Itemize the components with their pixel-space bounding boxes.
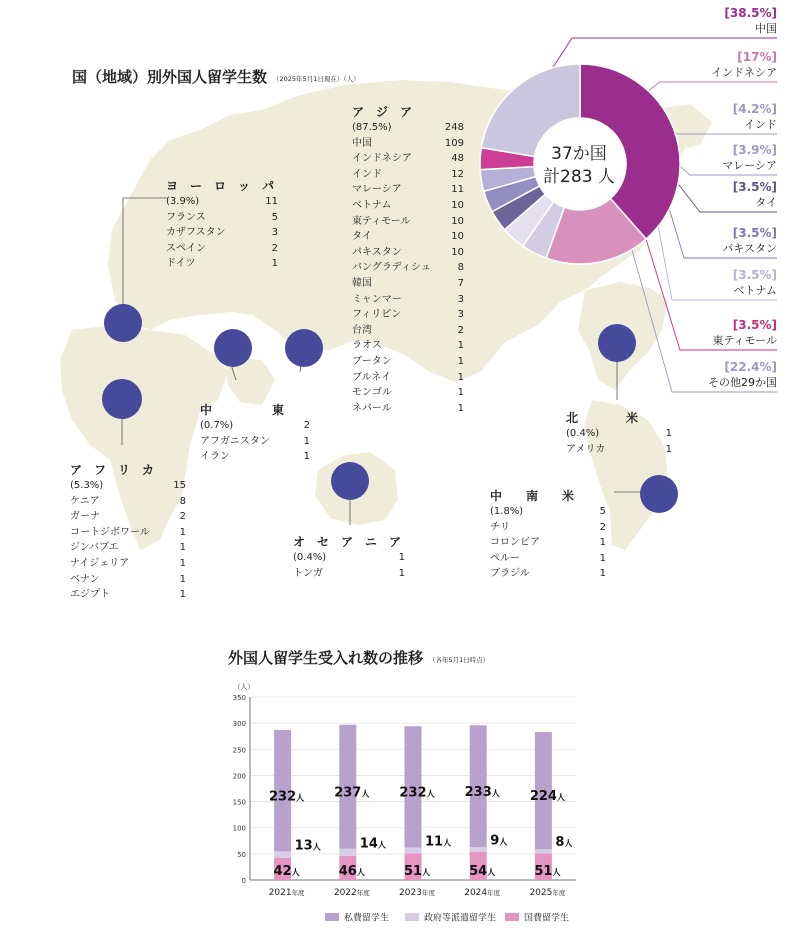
country-row: ケニア 8 — [70, 495, 186, 507]
country-row: インド 12 — [352, 168, 464, 180]
y-tick-label: 50 — [237, 850, 246, 859]
x-tick-label: 2021年度 — [268, 888, 305, 898]
callout-pct: [3.5%] — [732, 180, 777, 194]
region-europe — [166, 178, 278, 272]
country-row: モンゴル 1 — [352, 387, 464, 399]
region-name: ヨ ー ロ ッ パ — [166, 179, 275, 193]
region-total-row: (0.4%) 1 — [566, 428, 672, 439]
callout-country: ベトナム — [733, 284, 777, 297]
legend-swatch — [325, 913, 339, 921]
country-row: コートジボワール 1 — [70, 526, 186, 538]
region-oceania — [293, 534, 405, 581]
bar-data-label: 9人 — [490, 833, 508, 849]
legend-swatch — [405, 913, 419, 921]
country-row: マレーシア 11 — [352, 184, 464, 196]
country-row: 台湾 2 — [352, 324, 464, 336]
bar-segment — [274, 851, 291, 858]
y-tick-label: 200 — [232, 772, 246, 781]
region-total-row: (87.5%) 248 — [352, 122, 464, 133]
bar-data-label: 51人 — [403, 864, 431, 879]
country-row: アメリカ 1 — [566, 443, 672, 455]
map-note: （2025年5月1日現在）（人） — [273, 74, 360, 83]
country-row: スペイン 2 — [166, 242, 278, 254]
bar-data-label: 46人 — [338, 864, 365, 879]
callout-country: パキスタン — [722, 242, 777, 255]
callout-pct: [3.9%] — [732, 143, 777, 157]
region-north-america — [566, 410, 672, 457]
country-row: ペルー 1 — [490, 552, 606, 564]
callout-malaysia — [722, 143, 777, 173]
bar-data-label: 13人 — [294, 838, 321, 854]
total-count: 計283 人 — [543, 167, 615, 187]
callout-others — [708, 360, 777, 390]
bar-data-label: 232人 — [269, 789, 305, 805]
bar-segment — [339, 849, 356, 856]
bar-data-label: 54人 — [469, 864, 496, 879]
bar-data-label: 8人 — [555, 835, 573, 851]
bar-data-label: 42人 — [273, 864, 300, 879]
region-total-row: (3.9%) 11 — [166, 196, 278, 207]
region-name: ア フ リ カ — [70, 463, 155, 477]
country-row: インドネシア 48 — [352, 153, 464, 165]
country-row: トンガ 1 — [293, 567, 405, 579]
country-row: チリ 2 — [490, 521, 606, 533]
callout-indonesia — [711, 50, 777, 80]
callout-country: タイ — [755, 196, 777, 209]
y-axis-label: （人） — [233, 683, 255, 691]
donut-center-label — [524, 143, 634, 189]
region-total-row: (1.8%) 5 — [490, 506, 606, 517]
y-tick-label: 0 — [241, 877, 246, 885]
bar-data-label: 232人 — [399, 785, 435, 801]
callout-country: インド — [744, 118, 777, 131]
middle-east-dot — [214, 329, 252, 367]
country-row: 中国 109 — [352, 137, 464, 149]
callout-vietnam — [733, 268, 777, 298]
callout-country: 中国 — [755, 22, 777, 35]
region-name: 中 東 — [200, 403, 285, 417]
callout-pct: [4.2%] — [732, 102, 777, 116]
callout-india — [733, 102, 777, 132]
country-row: ブルネイ 1 — [352, 371, 464, 383]
bar-chart-note: （各年5月1日時点） — [429, 655, 490, 664]
country-row: カザフスタン 3 — [166, 227, 278, 239]
region-asia — [352, 104, 464, 416]
region-name: オ セ ア ニ ア — [293, 535, 402, 549]
country-row: ブータン 1 — [352, 355, 464, 367]
callout-pct: [3.5%] — [732, 318, 777, 332]
country-row: ラオス 1 — [352, 340, 464, 352]
x-tick-label: 2024年度 — [464, 888, 501, 898]
y-tick-label: 300 — [232, 720, 246, 729]
country-row: 韓国 7 — [352, 277, 464, 289]
callout-pct: [38.5%] — [724, 6, 777, 20]
legend-label: 政府等派遣留学生 — [424, 913, 497, 924]
country-row: パキスタン 10 — [352, 246, 464, 258]
callout-country: その他29か国 — [708, 376, 777, 389]
x-tick-label: 2025年度 — [529, 888, 566, 898]
country-row: フランス 5 — [166, 211, 278, 223]
x-tick-label: 2022年度 — [333, 888, 370, 898]
region-name: 中 南 米 — [490, 489, 575, 503]
country-row: アフガニスタン 1 — [200, 435, 310, 447]
callout-pct: [3.5%] — [732, 226, 777, 240]
legend-label: 私費留学生 — [344, 913, 390, 924]
callout-pct: [17%] — [737, 50, 777, 64]
bar-segment — [535, 849, 552, 853]
country-row: ジンバブエ 1 — [70, 542, 186, 554]
latin-america-dot — [640, 475, 678, 513]
region-total-row: (0.4%) 1 — [293, 552, 405, 563]
country-row: ナイジェリア 1 — [70, 557, 186, 569]
bar-data-label: 237人 — [334, 785, 370, 801]
region-latin-america — [490, 488, 606, 582]
region-africa — [70, 462, 186, 603]
country-row: イラン 1 — [200, 451, 310, 463]
legend-swatch — [505, 913, 519, 921]
country-row: ミャンマー 3 — [352, 293, 464, 305]
legend-label: 国費留学生 — [524, 913, 570, 924]
asia-dot — [285, 329, 323, 367]
bar-data-label: 14人 — [359, 836, 386, 852]
country-row: バングラディシュ 8 — [352, 262, 464, 274]
y-tick-label: 150 — [232, 798, 246, 807]
y-tick-label: 350 — [232, 694, 246, 702]
country-count: 37か国 — [551, 144, 607, 164]
bar-data-label: 233人 — [464, 784, 500, 800]
bar-data-label: 224人 — [529, 788, 565, 804]
country-row: 東ティモール 10 — [352, 215, 464, 227]
callout-pakistan — [722, 226, 777, 256]
country-row: ドイツ 1 — [166, 258, 278, 270]
callout-country: マレーシア — [722, 159, 777, 172]
europe-dot — [104, 304, 142, 342]
callout-thailand — [733, 180, 777, 210]
country-row: ブラジル 1 — [490, 568, 606, 580]
country-row: ベナン 1 — [70, 573, 186, 585]
x-tick-label: 2023年度 — [399, 888, 435, 898]
region-middle-east — [200, 402, 310, 465]
country-row: タイ 10 — [352, 231, 464, 243]
callout-country: インドネシア — [711, 66, 777, 79]
map-title: 国（地域）別外国人留学生数 （2025年5月1日現在）（人） — [72, 68, 360, 86]
country-row: ガーナ 2 — [70, 511, 186, 523]
country-row: フィリピン 3 — [352, 309, 464, 321]
bar-chart-title: 外国人留学生受入れ数の推移 （各年5月1日時点） — [228, 649, 490, 667]
africa-dot — [102, 379, 142, 419]
callout-pct: [3.5%] — [732, 268, 777, 282]
bar-data-label: 11人 — [425, 834, 452, 850]
callout-china — [724, 6, 777, 36]
country-row: エジプト 1 — [70, 589, 186, 601]
country-row: ベトナム 10 — [352, 199, 464, 211]
oceania-dot — [331, 462, 369, 500]
bar-chart — [0, 675, 789, 940]
country-row: コロンビア 1 — [490, 537, 606, 549]
y-tick-label: 250 — [232, 746, 246, 755]
region-name: 北 米 — [566, 411, 639, 425]
bar-segment — [470, 847, 487, 852]
region-total-row: (0.7%) 2 — [200, 420, 310, 431]
country-row: ネパール 1 — [352, 402, 464, 414]
callout-pct: [22.4%] — [724, 360, 777, 374]
bar-segment — [405, 848, 422, 854]
region-name: ア ジ ア — [352, 105, 413, 119]
y-tick-label: 100 — [232, 824, 246, 833]
bar-data-label: 51人 — [534, 864, 561, 879]
callout-country: 東ティモール — [712, 334, 777, 347]
region-total-row: (5.3%) 15 — [70, 480, 186, 491]
callout-timor — [713, 318, 777, 348]
north-america-dot — [598, 324, 636, 362]
